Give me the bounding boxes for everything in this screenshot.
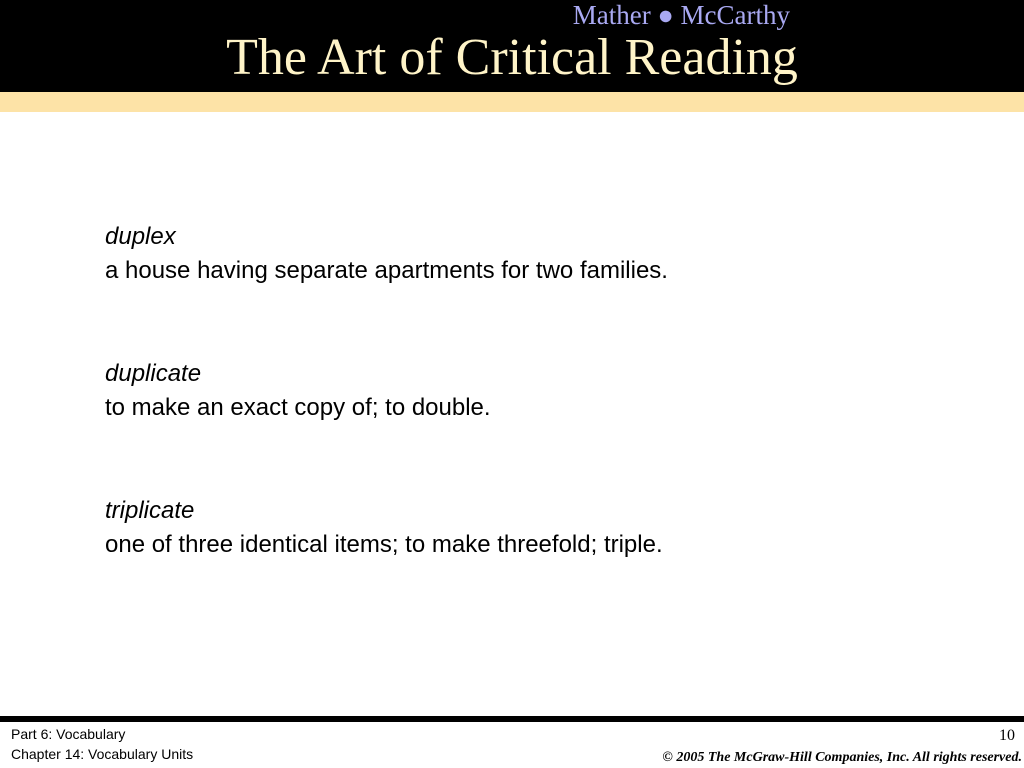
vocabulary-list [105, 220, 965, 631]
header-band [0, 0, 1024, 92]
page-number: 10 [999, 727, 1015, 744]
copyright-notice: © 2005 The McGraw-Hill Companies, Inc. All rights reserved. [662, 750, 1022, 765]
vocabulary-term: duplicate [105, 360, 202, 387]
vocabulary-term: triplicate [105, 497, 195, 524]
footer-divider [0, 716, 1024, 722]
slide-title: The Art of Critical Reading [226, 29, 798, 86]
vocabulary-definition: to make an exact copy of; to double. [105, 394, 491, 421]
vocabulary-entry-triplicate [105, 494, 965, 562]
footer-chapter: Chapter 14: Vocabulary Units [11, 746, 194, 762]
footer-part: Part 6: Vocabulary [11, 726, 126, 742]
vocabulary-definition: one of three identical items; to make threefold; triple. [105, 531, 663, 558]
vocabulary-definition: a house having separate apartments for two families. [105, 257, 668, 284]
header-stripe [0, 92, 1024, 112]
vocabulary-entry-duplicate [105, 357, 965, 425]
vocabulary-term: duplex [105, 223, 176, 250]
author-names: Mather ● McCarthy [572, 0, 790, 30]
vocabulary-entry-duplex [105, 220, 965, 288]
footer-location [11, 724, 193, 764]
